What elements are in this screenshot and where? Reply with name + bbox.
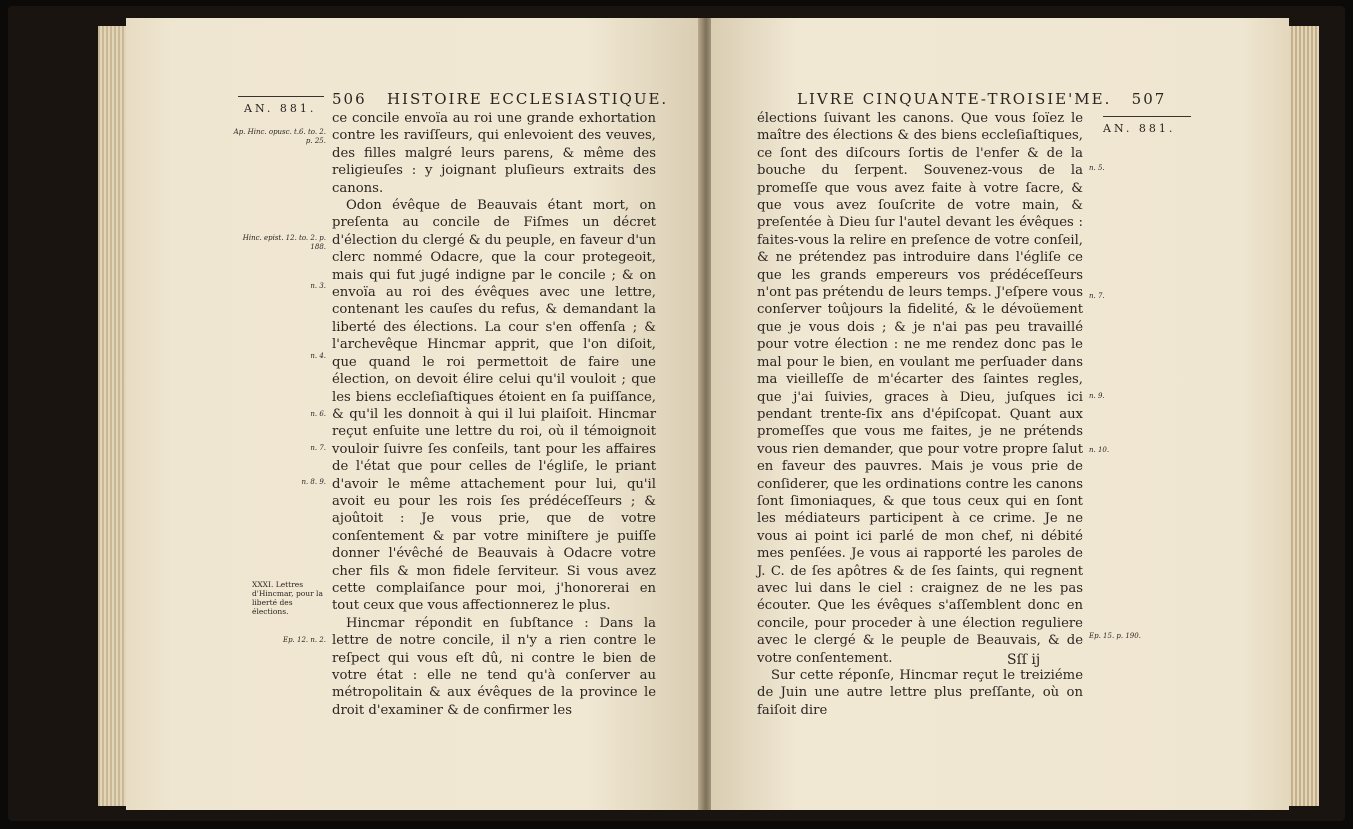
right-page-edges bbox=[1289, 26, 1319, 806]
right-paragraph-1: élections ſuivant les canons. Que vous ſoïez le maître des élections & des biens eccleſiaſtiques, ce ſont des diſcours ſortis de l'enfer & de la bouche du ſerpent. Souvenez-vous de la promeſſe que vous avez faite à votre ſacre, & que vous avez ſouſcrite de votre main, & preſentée à Dieu ſur l'autel devant les évêques : faites-vous la relire en preſence de votre conſeil, & ne prétendez pas introduire dans l'égliſe ce que les grands empereurs vos prédéceſſeurs n'ont pas prétendu de leurs temps. J'eſpere vous conſerver toûjours la fidelité, & le dévoüement que je vous dois ; & je n'ai pas peu travaillé pour votre élection : ne me rendez donc pas le mal pour le bien, en voulant me perſuader dans ma vieilleſſe de m'écarter des ſaintes regles, que j'ai ſuivies, graces à Dieu, juſques ici pendant trente-ſix ans d'épiſcopat. Quant aux promeſſes que vous me faites, je ne prétends vous rien demander, que pour votre propre ſalut en faveur des pauvres. Mais je vous prie de conſiderer, que les ordinations contre les canons ſont ſimoniaques, & que tous ceux qui en ſont les médiateurs participent à ce crime. Je ne vous ai point ici parlé de mon chef, ni débité mes penſées. Je vous ai rapporté les paroles de J. C. de ſes apôtres & de ſes ſaints, qui regnent avec lui dans le ciel : craignez de ne les pas écouter. Que les évêques s'aſſemblent donc en concile, pour proceder à une élection reguliere avec le clergé & le peuple de Beauvais, & de votre conſentement. bbox=[757, 111, 1083, 666]
left-year-rule bbox=[238, 96, 324, 97]
left-running-head: HISTOIRE ECCLESIASTIQUE. bbox=[386, 90, 669, 108]
right-running-header bbox=[797, 90, 1166, 108]
left-margin-note-3: n. 3. bbox=[310, 282, 326, 290]
right-page bbox=[711, 18, 1289, 810]
left-margin-note-8: XXXI. Lettres d'Hincmar, pour la liberté des élections. bbox=[252, 580, 323, 616]
left-running-header bbox=[332, 90, 668, 108]
right-year-label: AN. 881. bbox=[1103, 122, 1176, 135]
right-signature-mark: Sſſ ij bbox=[1007, 652, 1041, 668]
right-running-head: LIVRE CINQUANTE-TROISIE'ME. bbox=[797, 90, 1112, 108]
left-margin-note-1: Ap. Hinc. opusc. t.6. to. 2. p. 25. bbox=[233, 128, 326, 145]
right-margin-note-4: n. 10. bbox=[1089, 446, 1110, 454]
right-paragraph-2: Sur cette réponſe, Hincmar reçut le treiziéme de Juin une autre lettre plus preſſante, où on faiſoit dire bbox=[757, 668, 1083, 718]
left-margin-note-7: n. 8. 9. bbox=[301, 478, 326, 486]
right-margin-note-5: Ep. 15. p. 190. bbox=[1089, 632, 1141, 640]
left-margin-note-4: n. 4. bbox=[310, 352, 326, 360]
left-paragraph-3: Hincmar répondit en ſubſtance : Dans la lettre de notre concile, il n'y a rien contre le reſpect qui vous eſt dû, ni contre le bien de votre état : elle ne tend qu'à conſerver au métropolitain & aux évêques de la province le droit d'examiner & de confirmer les bbox=[332, 615, 656, 718]
left-body-text bbox=[332, 110, 656, 719]
right-margin-note-3: n. 9. bbox=[1089, 392, 1105, 400]
left-margin-note-5: n. 6. bbox=[310, 410, 326, 418]
open-book bbox=[8, 6, 1345, 821]
left-margin-note-6: n. 7. bbox=[310, 444, 326, 452]
right-margin-note-1: n. 5. bbox=[1089, 164, 1105, 172]
right-year-rule bbox=[1103, 116, 1191, 117]
right-body-text bbox=[757, 110, 1083, 719]
left-year-label: AN. 881. bbox=[244, 102, 317, 115]
left-page bbox=[126, 18, 700, 810]
right-page-number: 507 bbox=[1131, 90, 1167, 108]
left-margin-note-9: Ep. 12. n. 2. bbox=[282, 636, 326, 644]
left-page-edges bbox=[98, 26, 126, 806]
left-paragraph-2: Odon évêque de Beauvais étant mort, on preſenta au concile de Fiſmes un décret d'élection du clergé & du peuple, en faveur d'un clerc nommé Odacre, que la cour protegeoit, mais qui fut jugé indigne par le concile ; & on envoïa au roi des évêques avec une lettre, contenant les cauſes du refus, & demandant la liberté des élections. La cour s'en offenſa ; & l'archevêque Hincmar apprit, que l'on diſoit, que quand le roi permettoit de faire une élection, on devoit élire celui qu'il vouloit ; que les biens eccleſiaſtiques étoient en ſa puiſſance, & qu'il les donnoit à qui il lui plaiſoit. Hincmar reçut enſuite une lettre du roi, où il témoignoit vouloir ſuivre ſes conſeils, tant pour les affaires de l'état que pour celles de l'égliſe, le priant d'avoir le même attachement pour lui, qu'il avoit eu pour les rois ſes prédéceſſeurs ; & ajoûtoit : Je vous prie, que de votre conſentement & par votre miniſtere je puiſſe donner l'évêché de Beauvais à Odacre votre cher fils & mon fidele ſerviteur. Si vous avez cette complaiſance pour moi, j'honorerai en tout ceux que vous affectionnerez le plus. bbox=[332, 198, 656, 614]
left-margin-note-2: Hinc. epist. 12. to. 2. p. 188. bbox=[242, 234, 326, 251]
left-page-number: 506 bbox=[332, 90, 367, 108]
left-paragraph-1: ce concile envoïa au roi une grande exhortation contre les raviſſeurs, qui enlevoient des veuves, des filles malgré leurs parens, & même des religieuſes : y joignant pluſieurs extraits des canons. bbox=[332, 111, 656, 196]
right-margin-note-2: n. 7. bbox=[1089, 292, 1105, 300]
